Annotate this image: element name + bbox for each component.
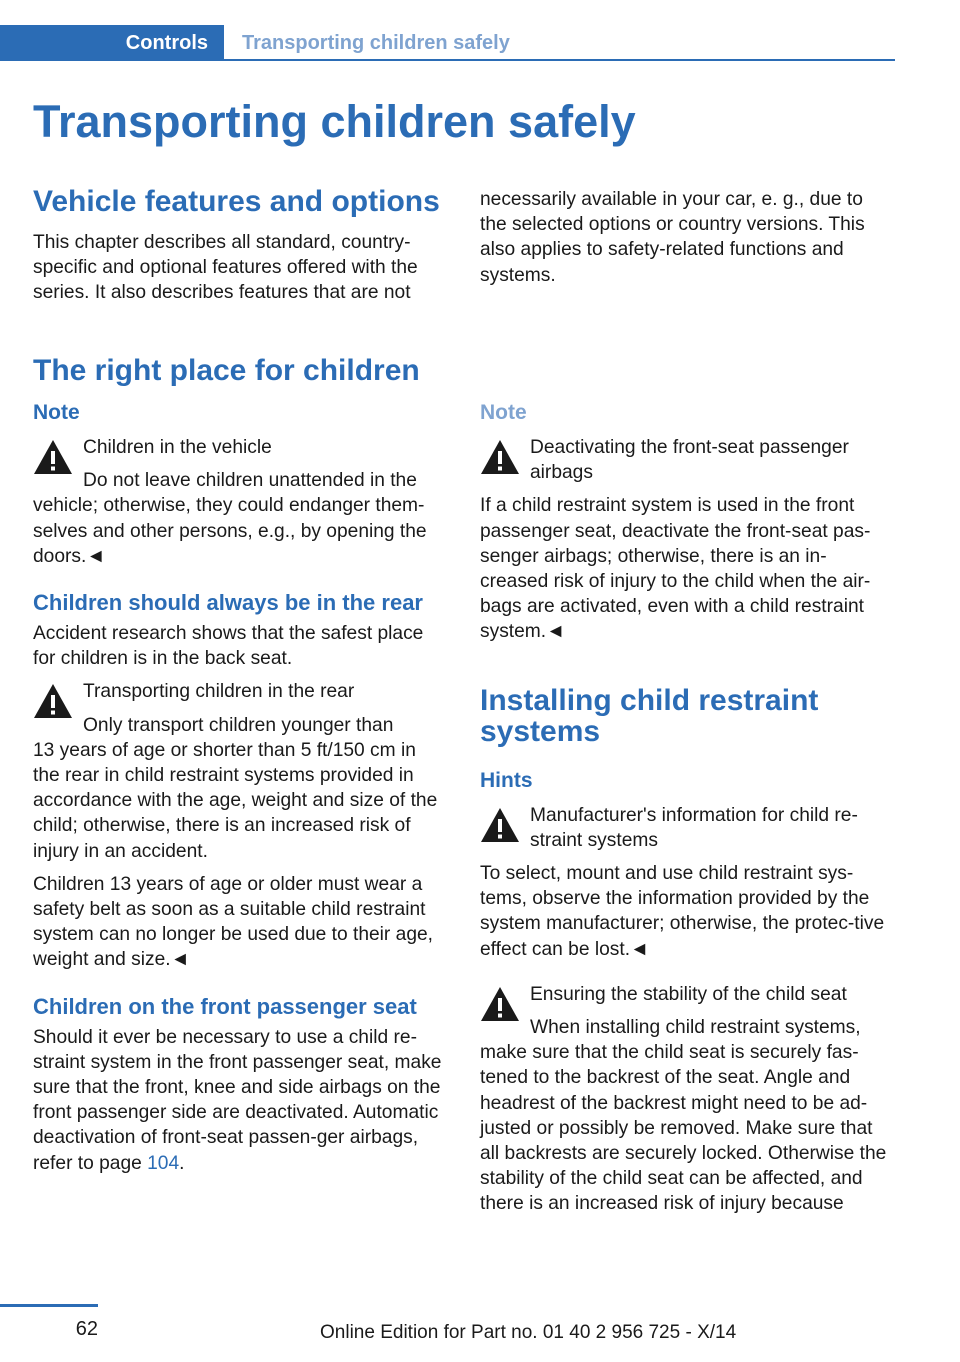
warning-triangle-icon: [480, 986, 520, 1022]
vehicle-features-text-cont: necessarily available in your car, e. g., due to the selected options or country versions. This also applies to safety-related functions and systems.: [480, 189, 865, 286]
warning-triangle-icon: [480, 439, 520, 475]
page-title: Transporting children safely: [33, 96, 636, 147]
vehicle-features-right: [480, 187, 893, 288]
vehicle-features-text: This chapter describes all standard, country-specific and optional features offered with the series. It also describes features that are not: [33, 232, 418, 304]
front-seat-text: [33, 1025, 446, 1176]
warning-text-first: Do not leave children unattended in the: [83, 470, 417, 492]
warning-text: make sure that the child seat is securely fas-tened to the backrest of the seat. Angle and headrest of the backrest might need to be ad-justed or possibly be removed. Make sure that all backrests are securely locked. Otherwise the stability of the child seat can be affected, and there is an increased risk of injury because: [480, 1042, 887, 1215]
warning-triangle-icon: [33, 683, 73, 719]
warning-child-seat-stability: [480, 982, 893, 1217]
page-number: 62: [75, 1318, 98, 1340]
warning-children-in-vehicle: [33, 435, 446, 569]
installing-heading: Installing child restraint systems: [480, 683, 819, 748]
warning-text-first: Only transport children younger than: [83, 714, 394, 736]
note-label: Note: [480, 401, 527, 424]
warning-text: 13 years of age or shorter than 5 ft/150 cm in the rear in child restraint systems provided in accordance with the age, weight and size of the child; otherwise, there is an increased risk of injury in an accident.: [33, 739, 438, 862]
rear-text: Accident research shows that the safest place for children is in the back seat.: [33, 623, 424, 670]
rear-heading: Children should always be in the rear: [33, 590, 423, 616]
front-seat-text-end: .: [179, 1152, 185, 1174]
warning-deactivate-airbags: [480, 435, 893, 645]
front-seat-text-body: Should it ever be necessary to use a child re-straint system in the front passenger seat, make sure that the front, knee and side airbags on the front passenger side are deactivated. Automatic deactivation of front-seat passen-ger airbags, refer to page: [33, 1026, 442, 1174]
warning-text: vehicle; otherwise, they could endanger them-selves and other persons, e.g., by opening the doors.◄: [33, 495, 427, 567]
warning-title: Deactivating the front-seat passenger airbags: [530, 437, 849, 484]
header-rule: [224, 59, 895, 61]
warning-text: To select, mount and use child restraint sys-tems, observe the information provided by the system manufacturer; otherwise, the protec-tive effect can be lost.◄: [480, 863, 885, 960]
warning-title: Ensuring the stability of the child seat: [530, 983, 847, 1005]
warning-title: Children in the vehicle: [83, 437, 272, 458]
note-label: Note: [33, 401, 80, 424]
online-edition-note: Online Edition for Part no. 01 40 2 956 725 - X/14: [320, 1322, 737, 1343]
front-seat-heading: Children on the front passenger seat: [33, 993, 417, 1019]
left-column: [33, 399, 446, 1176]
warning-text: If a child restraint system is used in the front passenger seat, deactivate the front-seat pas-senger airbags; otherwise, there is an in-creased risk of injury to the child when the air-bags are activated, even with a child restraint system.◄: [480, 495, 871, 643]
chapter-tab[interactable]: Controls: [0, 25, 224, 61]
warning-transport-rear: [33, 679, 446, 972]
warning-title: Manufacturer's information for child re-straint systems: [530, 804, 858, 851]
right-column: [480, 399, 893, 1217]
page-header: [0, 25, 960, 61]
hints-label: Hints: [480, 768, 533, 792]
warning-text-first: When installing child restraint systems,: [530, 1017, 861, 1039]
vehicle-features-heading: Vehicle features and options: [33, 185, 440, 218]
section-tab[interactable]: Transporting children safely: [242, 31, 510, 54]
warning-title: Transporting children in the rear: [83, 681, 355, 703]
vehicle-features-left: [33, 186, 446, 306]
warning-text-more: Children 13 years of age or older must wear a safety belt as soon as a suitable child restraint system can no longer be used due to their age, weight and size.◄: [33, 873, 433, 971]
right-place-heading: The right place for children: [33, 354, 420, 387]
warning-triangle-icon: [33, 439, 73, 475]
page-reference-link[interactable]: 104: [147, 1152, 180, 1174]
warning-triangle-icon: [480, 807, 520, 843]
warning-manufacturer-info: [480, 803, 893, 962]
footer-rule: [0, 1304, 98, 1307]
